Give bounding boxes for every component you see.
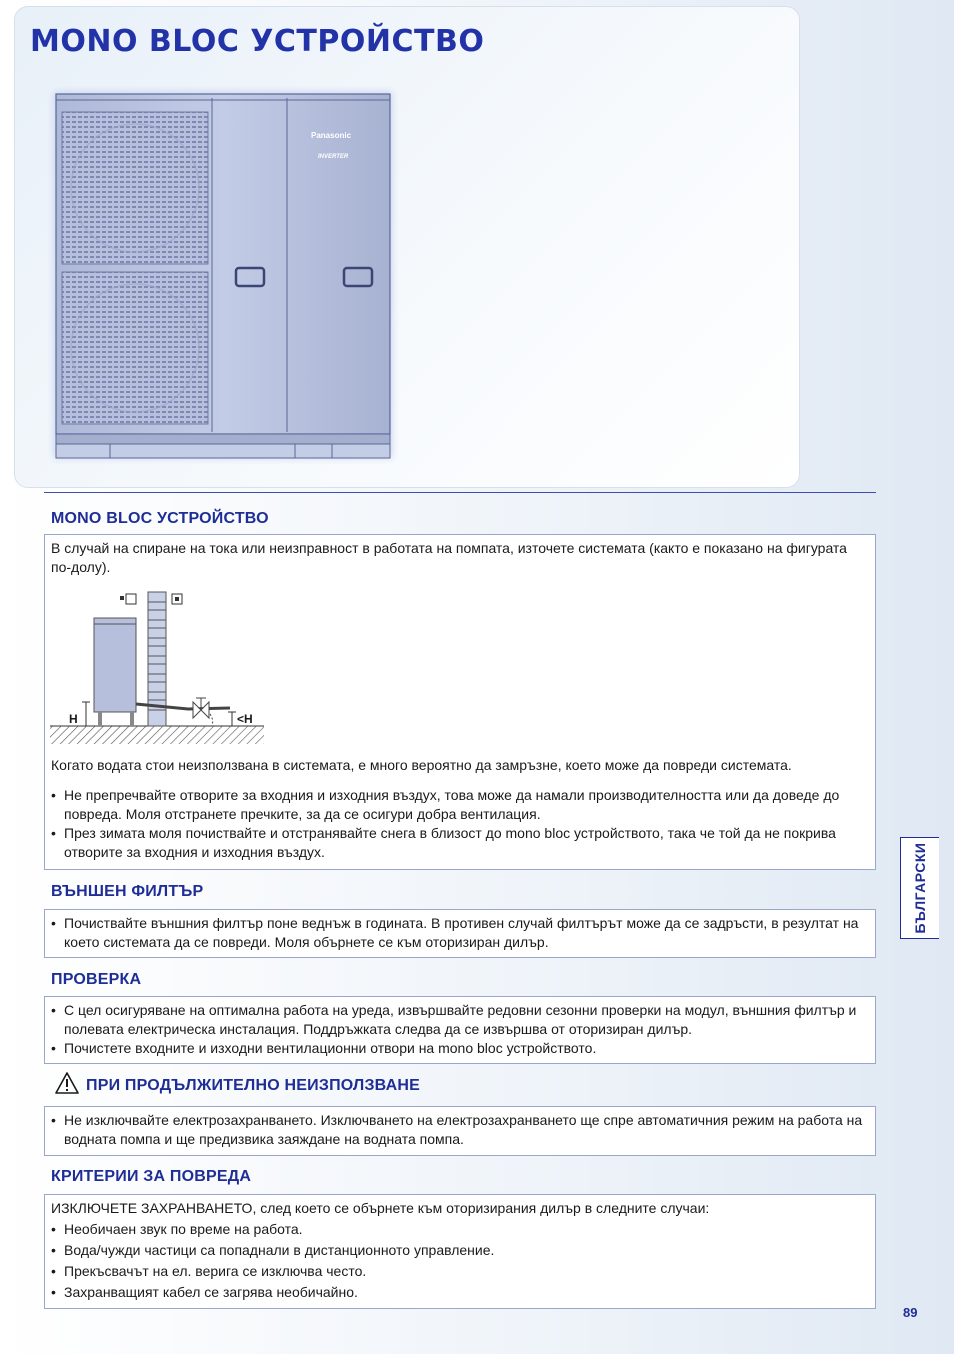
diagram-label-less-h: <H xyxy=(237,712,253,726)
mono-bloc-intro: В случай на спиране на тока или неизправност в работата на помпата, източете системата (както е показано на фигурата по-долу). xyxy=(51,540,847,575)
section-heading-external-filter: ВЪНШЕН ФИЛТЪР xyxy=(51,883,204,900)
page-number: 89 xyxy=(903,1305,918,1320)
brand-logo: Panasonic xyxy=(311,131,352,140)
freeze-note: Когато водата стои неизползвана в системата, е много вероятно да замръзне, което може да повреди системата. xyxy=(51,757,792,773)
mono-bloc-unit-illustration xyxy=(48,86,398,464)
list-item: • Вода/чужди частици са попаднали в дистанционното управление. xyxy=(45,1241,875,1260)
inspection-box xyxy=(44,996,876,1064)
list-item: • Необичаен звук по време на работа. xyxy=(45,1220,875,1239)
list-item: • През зимата моля почиствайте и отстранявайте снега в близост до mono bloc устройството, така че той да не покрива отворите за входния и изходния въздух. xyxy=(45,824,860,862)
diagram-label-h: H xyxy=(69,712,78,726)
list-item: • Почистете входните и изходни вентилационни отвори на mono bloc устройството. xyxy=(45,1039,874,1058)
long-nonuse-box xyxy=(44,1106,876,1156)
damage-criteria-box xyxy=(44,1194,876,1309)
external-filter-box xyxy=(44,909,876,958)
language-tab xyxy=(900,837,939,939)
warning-icon xyxy=(55,1072,79,1094)
mono-bloc-bullet-list xyxy=(45,786,860,862)
section-heading-damage-criteria: КРИТЕРИИ ЗА ПОВРЕДА xyxy=(51,1168,252,1185)
list-item: • С цел осигуряване на оптимална работа на уреда, извършвайте редовни сезонни проверки на модул, външния филтър и полевата електрическа инсталация. Поддръжката следва да се извършва от оторизиран дилър. xyxy=(45,1001,874,1039)
language-tab-label: БЪЛГАРСКИ xyxy=(912,842,928,934)
inverter-badge: INVERTER xyxy=(318,154,349,160)
list-item: • Захранващият кабел се загрява необичайно. xyxy=(45,1283,875,1302)
section-divider xyxy=(44,492,876,493)
drain-diagram xyxy=(50,584,266,746)
list-item: • Прекъсвачът на ел. верига се изключва често. xyxy=(45,1262,875,1281)
section-heading-mono-bloc: MONO BLOC УСТРОЙСТВО xyxy=(51,510,269,527)
section-heading-inspection: ПРОВЕРКА xyxy=(51,971,142,988)
section-heading-long-nonuse: ПРИ ПРОДЪЛЖИТЕЛНО НЕИЗПОЛЗВАНЕ xyxy=(86,1077,421,1094)
list-item: • Не препречвайте отворите за входния и изходния въздух, това може да намали производителността или да доведе до повреда. Моля отстранете пречките, за да се осигури добра вентилация. xyxy=(45,786,860,824)
page-title: MONO BLOC УСТРОЙСТВО xyxy=(30,24,485,59)
damage-criteria-intro: ИЗКЛЮЧЕТЕ ЗАХРАНВАНЕТО, след което се обърнете към оторизирания дилър в следните случаи: xyxy=(51,1200,710,1216)
list-item: • Почиствайте външния филтър поне веднъж в годината. В противен случай филтърът може да се задръсти, в резултат на което системата да се повреди. Моля обърнете се към оторизиран дилър. xyxy=(45,914,864,952)
list-item: • Не изключвайте електрозахранването. Изключването на електрозахранването ще спре автоматичния режим на работа на водната помпа и ще предизвика заяждане на водната помпа. xyxy=(45,1111,874,1149)
